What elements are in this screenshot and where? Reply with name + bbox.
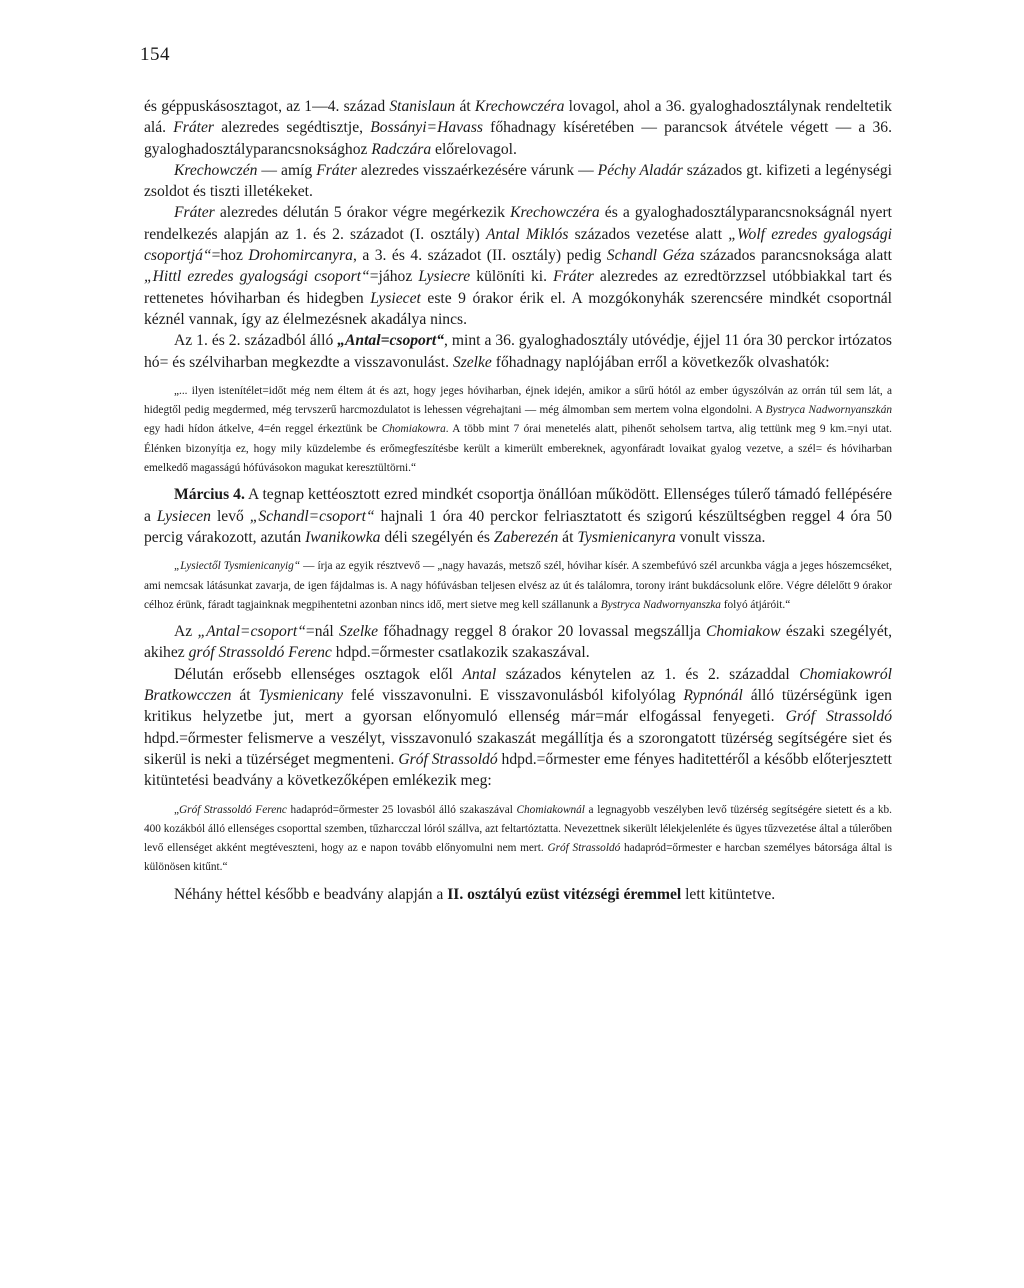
text-run: és a gyaloghadosztályparancsnokságnál nyert rendelkezés alapján az 1. és 2. századot (I. osztály) (144, 204, 892, 243)
emphasized-text: Antal (462, 665, 497, 683)
emphasized-text: Rypnónál (683, 687, 743, 705)
emphasized-text: Chomiakownál (516, 803, 585, 816)
emphasized-text: Fráter (316, 161, 357, 179)
emphasized-text: „Hittl ezredes gyalogsági csoport“ (144, 268, 370, 286)
text-run: este 9 órakor érik el. A mozgókonyhák szerencsére mindkét csoportnál kéznél vannak, így az élelmezésnek akadálya nincs. (144, 289, 892, 328)
text-run: és géppuskásosztagot, az 1—4. század (144, 98, 390, 115)
emphasized-text: Stanislaun (389, 98, 456, 115)
text-run: Délután erősebb ellenséges osztagok elől (174, 665, 463, 683)
emphasized-text: Iwanikowka (305, 528, 381, 546)
emphasized-text: Zaberezén (493, 528, 559, 546)
emphasized-text: Tysmienicany (258, 687, 344, 705)
text-run: alezredes visszaérkezésére várunk — (356, 161, 598, 179)
paragraph (144, 621, 892, 664)
text-run: alezredes az ezredtörzzsel utóbbiakkal tart és rettenetes hóviharban és hidegben (144, 268, 892, 307)
text-run: alezredes segédtisztje, (214, 119, 371, 137)
text-run: — írja az egyik résztvevő — „nagy havazás, metsző szél, hóvihar kísér. A szembefúvó szél arcunkba vágja a jeges hószemcséket, ami nemcsak látásunkat zavarja, de igen fájdalmas is. A nagy hófúvásban teljesen elvész az út és találomra, torony iránt bukdácsolunk előre. Végre délelőtt 9 órakor célhoz érünk, fáradt tagjainknak megpihentetni azonban nincs idő, mert sietve meg kell szállanunk a (144, 560, 892, 611)
emphasized-text: Szelke (339, 623, 378, 641)
text-run: déli szegélyén és (380, 528, 494, 546)
emphasized-text: Március 4. (174, 486, 245, 504)
emphasized-text: Bossányi=Havass (370, 119, 483, 137)
emphasized-text: Lysiecet (370, 289, 421, 307)
paragraph (144, 664, 892, 792)
text-run: főhadnagy naplójában erről a következők olvashatók: (491, 353, 830, 371)
text-run: „... ilyen istenítélet=időt még nem éltem át és azt, hogy jeges hóviharban, éjnek idején, amikor a sűrű hótól az ember úgyszólván az orrán túl sem lát, a hidegtől pedig megdermed, még tervszerű harcmozdulatot is lehessen végrehajtani — még álmomban sem mertem volna elgondolni. A (144, 384, 892, 417)
text-run: A tegnap kettéosztott ezred mindkét csoportja önállóan működött. Ellenséges túlerő támadó fellépésére a (144, 486, 893, 525)
text-body (144, 96, 892, 905)
emphasized-text: Chomiakowról Bratkowcczen (144, 665, 892, 705)
text-run: álló tüzérségünk igen kritikus helyzetbe jut, mert a gyorsan előnyomuló ellenség már=már elfogással fenyegeti. (144, 687, 892, 726)
text-run: lovagol, ahol a 36. gyaloghadosztálynak rendeltetik alá. (144, 98, 892, 137)
emphasized-text: Antal Miklós (485, 225, 569, 243)
text-run: át (455, 98, 475, 115)
emphasized-text: Gróf Strassoldó (398, 750, 498, 768)
paragraph (144, 160, 892, 203)
text-run: a legnagyobb veszélyben levő tüzérség segítségére sietett és a kb. 400 kozákból álló ellenséges csoporttal szemben, tűzharcczal lóról szállva, azt feltartóztatta. Nevezettnek sikerült lélekjelenléte és ügyes tűzvezetése által a túlerőben levő ellenséget akként megtéveszteni, hogy az e napon tovább előnyomulni nem mert. (144, 803, 892, 855)
text-run: százados gt. kifizeti a legénységi zsoldot és tiszti illetékeket. (144, 161, 892, 201)
text-run: különíti ki. (470, 268, 554, 286)
text-run: hdpd.=őrmester felismerve a veszélyt, visszavonuló szakaszát megállítja és a szorongatott tüzérség segítségére siet és sikerül is neki a tüzérséget megmenteni. (144, 729, 892, 768)
emphasized-text: Lysiecre (418, 268, 471, 286)
text-run: százados vezetése alatt (568, 225, 729, 243)
emphasized-text: „Lysiectől Tysmienicanyig“ (174, 560, 301, 573)
text-run: át (558, 528, 578, 546)
emphasized-text: Bystryca Nadwornyanszka (600, 598, 721, 611)
quote-block (144, 557, 892, 615)
text-run: lett kitüntetve. (681, 885, 776, 903)
text-run: folyó átjáróit.“ (720, 598, 791, 611)
text-run: hadapród=őrmester 25 lovasból álló szakaszával (286, 803, 517, 816)
text-run: hdpd.=őrmester csatlakozik szakaszával. (331, 644, 590, 662)
text-run: Az 1. és 2. századból álló (174, 332, 338, 350)
paragraph (144, 202, 892, 330)
paragraph (144, 330, 892, 373)
emphasized-text: Krechowczéra (510, 204, 600, 222)
paragraph (144, 884, 892, 905)
emphasized-text: Tysmienicanyra (577, 528, 676, 546)
emphasized-text: „Wolf ezredes gyalogsági csoportjá“ (144, 225, 893, 265)
emphasized-text: „Antal=csoport“ (197, 623, 306, 641)
emphasized-text: „Antal=csoport“ (337, 332, 445, 350)
paragraph (144, 96, 892, 160)
text-run: =jához (369, 268, 419, 286)
emphasized-text: Chomiakow (706, 623, 781, 641)
page-number: 154 (140, 44, 170, 65)
text-run: Az (174, 623, 198, 641)
text-run: vonult vissza. (675, 528, 766, 546)
text-run: =nál (305, 623, 340, 641)
emphasized-text: Fráter (174, 204, 215, 222)
text-run: egy hadi hídon átkelve, 4=én reggel érkeztünk be (144, 423, 382, 436)
text-run: , mint a 36. gyaloghadosztály utóvédje, éjjel 11 óra 30 perckor irtózatos hó= és szélviharban megkezdte a visszavonulást. (144, 332, 892, 371)
text-run: , a 3. és 4. századot (II. osztály) pedig (352, 247, 607, 265)
emphasized-text: Fráter (173, 119, 214, 137)
emphasized-text: Lysiecen (156, 507, 211, 525)
text-run: főhadnagy reggel 8 órakor 20 lovassal megszállja (378, 623, 707, 641)
emphasized-text: Krechowczéra (474, 98, 565, 115)
emphasized-text: Péchy Aladár (597, 161, 683, 179)
paragraph-march-4 (144, 484, 892, 548)
emphasized-text: Krechowczén (174, 161, 258, 179)
text-run: levő (210, 507, 250, 525)
text-run: hdpd.=őrmester eme fényes haditettéről a később előterjesztett kitüntetési beadvány a következőképen emlékezik meg: (144, 750, 892, 790)
text-run: . A több mint 7 órai menetelés alatt, pihenőt seholsem tartva, alig tettünk meg 9 km.=nyi utat. Élénken bizonyítja ez, hogy mily küzdelembe és erőmegfeszítésbe került a kimerült embereknek, agyonfáradt lovaikat gyalog vezetve, a szél= és hóviharban emelkedő magasságú hófúvásokon magukat keresztültörni.“ (144, 423, 892, 475)
text-run: felé visszavonulni. E visszavonulásból kifolyólag (343, 687, 684, 705)
quote-block (144, 382, 892, 478)
emphasized-text: Chomiakowra (381, 423, 446, 436)
emphasized-text: Gróf Strassoldó (547, 842, 621, 855)
emphasized-text: Gróf Strassoldó Ferenc (179, 803, 287, 816)
emphasized-text: Drohomircanyra (248, 247, 353, 265)
text-run: át (231, 687, 259, 705)
quote-block (144, 801, 892, 878)
text-run: „ (174, 803, 180, 816)
emphasized-text: gróf Strassoldó Ferenc (188, 644, 332, 662)
emphasized-text: Radczára (371, 140, 432, 158)
text-run: =hoz (211, 247, 249, 265)
text-run: hadapród=őrmester e harcban személyes bátorsága által is különösen kitűnt.“ (144, 842, 893, 874)
emphasized-text: Szelke (452, 353, 492, 371)
emphasized-text: „Schandl=csoport“ (249, 507, 375, 525)
emphasized-text: Bystryca Nadwornyanszkán (765, 404, 892, 417)
text-run: százados kénytelen az 1. és 2. századdal (496, 665, 800, 683)
text-run: — amíg (257, 161, 317, 179)
text-run: északi szegélyét, akihez (144, 623, 892, 662)
text-run: Néhány héttel később e beadvány alapján a (174, 885, 448, 903)
text-run: előrelovagol. (431, 140, 517, 158)
text-run: hajnali 1 óra 40 perckor felriasztatott és szigorú készültségben reggel 4 óra 50 percig várakozott, azután (144, 507, 892, 546)
emphasized-text: II. osztályú ezüst vitézségi éremmel (447, 885, 682, 903)
text-run: százados parancsnoksága alatt (694, 247, 893, 265)
emphasized-text: Schandl Géza (606, 247, 695, 265)
text-run: alezredes délután 5 órakor végre megérkezik (214, 204, 511, 222)
text-run: főhadnagy kíséretében — parancsok átvétele végett — a 36. gyaloghadosztályparancsnoksághoz (144, 119, 892, 158)
emphasized-text: Fráter (553, 268, 594, 286)
emphasized-text: Gróf Strassoldó (785, 708, 892, 726)
